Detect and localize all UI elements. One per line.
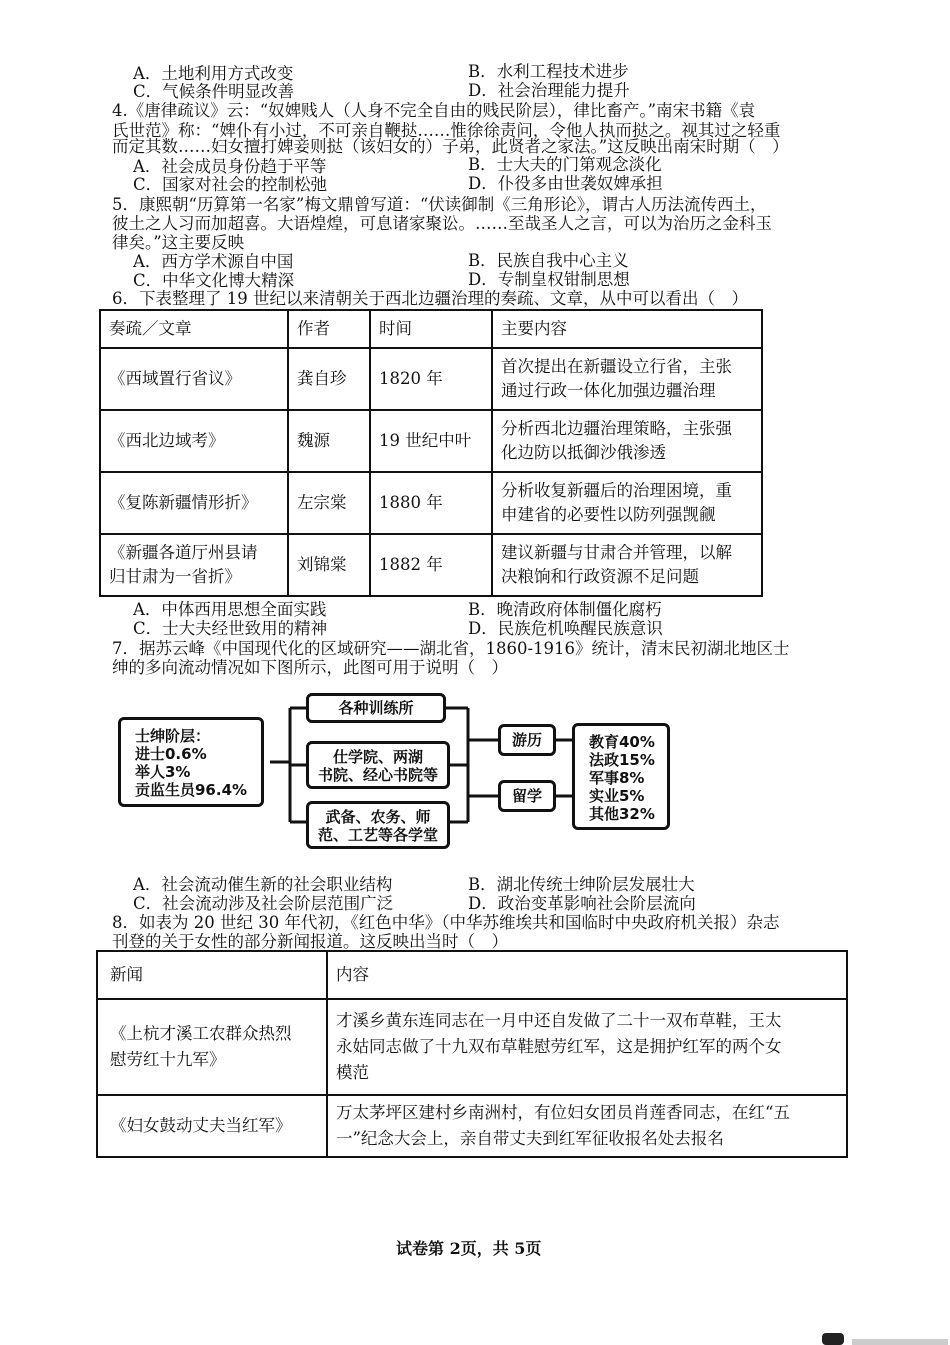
q7-option-c: C．社会流动涉及社会阶层范围广泛	[133, 894, 394, 913]
q6-stem: 6．下表整理了 19 世纪以来清朝关于西北边疆治理的奏疏、文章，从中可以看出（ ）	[112, 289, 748, 308]
cell-line: 慰劳红十九军》	[110, 1050, 226, 1069]
q5-option-b: B．民族自我中心主义	[468, 251, 629, 270]
academy-box	[306, 741, 450, 789]
table-cell: 魏源	[288, 410, 370, 472]
cell-line: 分析西北边疆治理策略，主张强	[501, 419, 732, 438]
cell-line: 万太茅坪区建村乡南洲村，有位妇女团员肖莲香同志，在红“五	[336, 1103, 790, 1122]
table-cell: 刘锦棠	[288, 534, 370, 596]
q5-option-c: C．中华文化博大精深	[133, 271, 295, 290]
table-cell: 龚自珍	[288, 348, 370, 410]
q7-stem-line-1: 7．据苏云峰《中国现代化的区域研究——湖北省，1860-1916》统计，清末民初湖北地区士	[112, 639, 790, 658]
table-header: 主要内容	[492, 310, 762, 348]
outcome-item: 军事8%	[589, 769, 645, 787]
q4-stem-line-1: 4.《唐律疏议》云：“奴婢贱人（人身不完全自由的贱民阶层），律比畜产。”南宋书籍《袁	[112, 101, 756, 120]
table-cell	[327, 999, 847, 1095]
cell-line: 才溪乡黄东连同志在一月中还自发做了二十一双布草鞋，王太	[336, 1011, 782, 1030]
q3-option-d: D．社会治理能力提升	[468, 81, 630, 100]
cell-line: 通过行政一体化加强边疆治理	[501, 381, 716, 400]
cell-line: 《妇女鼓动丈夫当红军》	[110, 1116, 292, 1135]
cell-line: 申建省的必要性以防列强觊觎	[501, 505, 716, 524]
table-cell	[97, 1095, 327, 1157]
q7-option-b: B．湖北传统士绅阶层发展壮大	[468, 875, 695, 894]
q5-stem-line-2: 彼土之人习而加超喜。大语煌煌，可息诸家聚讼。……至哉圣人之言，可以为治历之金科玉	[112, 214, 772, 233]
study-abroad-label: 留学	[511, 787, 542, 805]
cell-line: 建议新疆与甘肃合并管理，以解	[501, 543, 732, 562]
table-cell: 1880 年	[370, 472, 492, 534]
q7-option-a: A．社会流动催生新的社会职业结构	[133, 875, 393, 894]
q6-option-c: C．士大夫经世致用的精神	[133, 619, 328, 638]
q4-option-d: D．仆役多由世袭奴婢承担	[468, 174, 663, 193]
gentry-box	[118, 717, 264, 807]
cell-line: 决粮饷和行政资源不足问题	[501, 567, 699, 586]
gentry-title: 士绅阶层：	[135, 727, 211, 745]
table-header: 奏疏／文章	[100, 310, 288, 348]
outcome-item: 其他32%	[589, 805, 655, 823]
q4-option-a: A．社会成员身份趋于平等	[133, 157, 327, 176]
new-schools-box	[306, 801, 450, 849]
q5-option-a: A．西方学术源自中国	[133, 252, 294, 271]
scanner-watermark-icon	[820, 1331, 950, 1345]
outcome-item: 实业5%	[589, 787, 645, 805]
cell-line: 一”纪念大会上，亲自带丈夫到红军征收报名处去报名	[336, 1129, 724, 1148]
q4-stem-line-3: 而定其数……妇女擅打婢妾则挞（该妇女的）子弟，此贤者之家法。”这反映出南宋时期（ ）	[112, 137, 789, 156]
q3-option-b: B．水利工程技术进步	[468, 62, 629, 81]
q4-option-b: B．士大夫的门第观念淡化	[468, 155, 662, 174]
gentry-line: 贡监生员96.4%	[135, 781, 248, 799]
table-cell: 1820 年	[370, 348, 492, 410]
cell-line: 模范	[336, 1063, 369, 1082]
table-cell	[97, 999, 327, 1095]
gentry-line: 进士0.6%	[135, 745, 207, 763]
academy-label: 书院、经心书院等	[317, 766, 438, 784]
cell-line: 首次提出在新疆设立行省，主张	[501, 357, 732, 376]
travel-box	[498, 724, 556, 756]
q8-stem-line-2: 刊登的关于女性的部分新闻报道。这反映出当时（ ）	[112, 932, 508, 951]
q7-stem-line-2: 绅的多向流动情况如下图所示，此图可用于说明（ ）	[112, 658, 508, 677]
cell-line: 分析收复新疆后的治理困境，重	[501, 481, 732, 500]
page-footer: 试卷第 2页，共 5页	[396, 1239, 542, 1258]
q8-stem-line-1: 8．如表为 20 世纪 30 年代初，《红色中华》（中华苏维埃共和国临时中央政府机关报）杂志	[112, 913, 780, 932]
outcome-item: 法政15%	[589, 751, 655, 769]
new-schools-label: 武备、农务、师	[325, 808, 431, 826]
cell-line: 归甘肃为一省折》	[109, 567, 241, 586]
new-schools-label: 范、工艺等各学堂	[317, 826, 438, 844]
q5-stem-line-3: 律矣。”这主要反映	[112, 233, 245, 252]
training-institute-label: 各种训练所	[338, 699, 414, 717]
table-cell: 19 世纪中叶	[370, 410, 492, 472]
table-cell: 《复陈新疆情形折》	[100, 472, 288, 534]
table-header: 新闻	[97, 951, 327, 999]
table-header: 时间	[370, 310, 492, 348]
q6-option-b: B．晚清政府体制僵化腐朽	[468, 600, 662, 619]
table-cell: 《西域置行省议》	[100, 348, 288, 410]
table-cell: 1882 年	[370, 534, 492, 596]
q3-option-a: A．土地利用方式改变	[133, 64, 294, 83]
q3-option-c: C．气候条件明显改善	[133, 82, 295, 101]
q4-stem-line-2: 氏世范》称：“婢仆有小过，不可亲自鞭挞……惟徐徐责问，令他人执而挞之。视其过之轻重	[112, 121, 781, 140]
table-cell	[327, 1095, 847, 1157]
cell-line: 《新疆各道厅州县请	[109, 543, 258, 562]
table-row	[97, 999, 847, 1095]
table-header: 作者	[288, 310, 370, 348]
q4-option-c: C．国家对社会的控制松弛	[133, 175, 328, 194]
cell-line: 化边防以抵御沙俄渗透	[501, 443, 666, 462]
table-row	[97, 1095, 847, 1157]
travel-label: 游历	[511, 731, 542, 749]
outcomes-box	[572, 723, 670, 830]
q8-table	[96, 950, 848, 1158]
q5-stem-line-1: 5．康熙朝“历算第一名家”梅文鼎曾写道：“伏读御制《三角形论》，谓古人历法流传西土，	[112, 195, 767, 214]
table-cell: 左宗棠	[288, 472, 370, 534]
table-cell: 《西北边域考》	[100, 410, 288, 472]
cell-line: 《上杭才溪工农群众热烈	[110, 1024, 292, 1043]
table-header: 内容	[327, 951, 847, 999]
training-institute-box	[306, 693, 446, 723]
cell-line: 永姑同志做了十九双布草鞋慰劳红军，这是拥护红军的两个女	[336, 1037, 782, 1056]
q6-option-d: D．民族危机唤醒民族意识	[468, 619, 663, 638]
gentry-line: 举人3%	[135, 763, 191, 781]
academy-label: 仕学院、两湖	[332, 748, 423, 766]
q6-option-a: A．中体西用思想全面实践	[133, 600, 327, 619]
outcome-item: 教育40%	[589, 733, 655, 751]
q7-option-d: D．政治变革影响社会阶层流向	[468, 894, 696, 913]
q5-option-d: D．专制皇权钳制思想	[468, 270, 630, 289]
study-abroad-box	[498, 780, 556, 812]
